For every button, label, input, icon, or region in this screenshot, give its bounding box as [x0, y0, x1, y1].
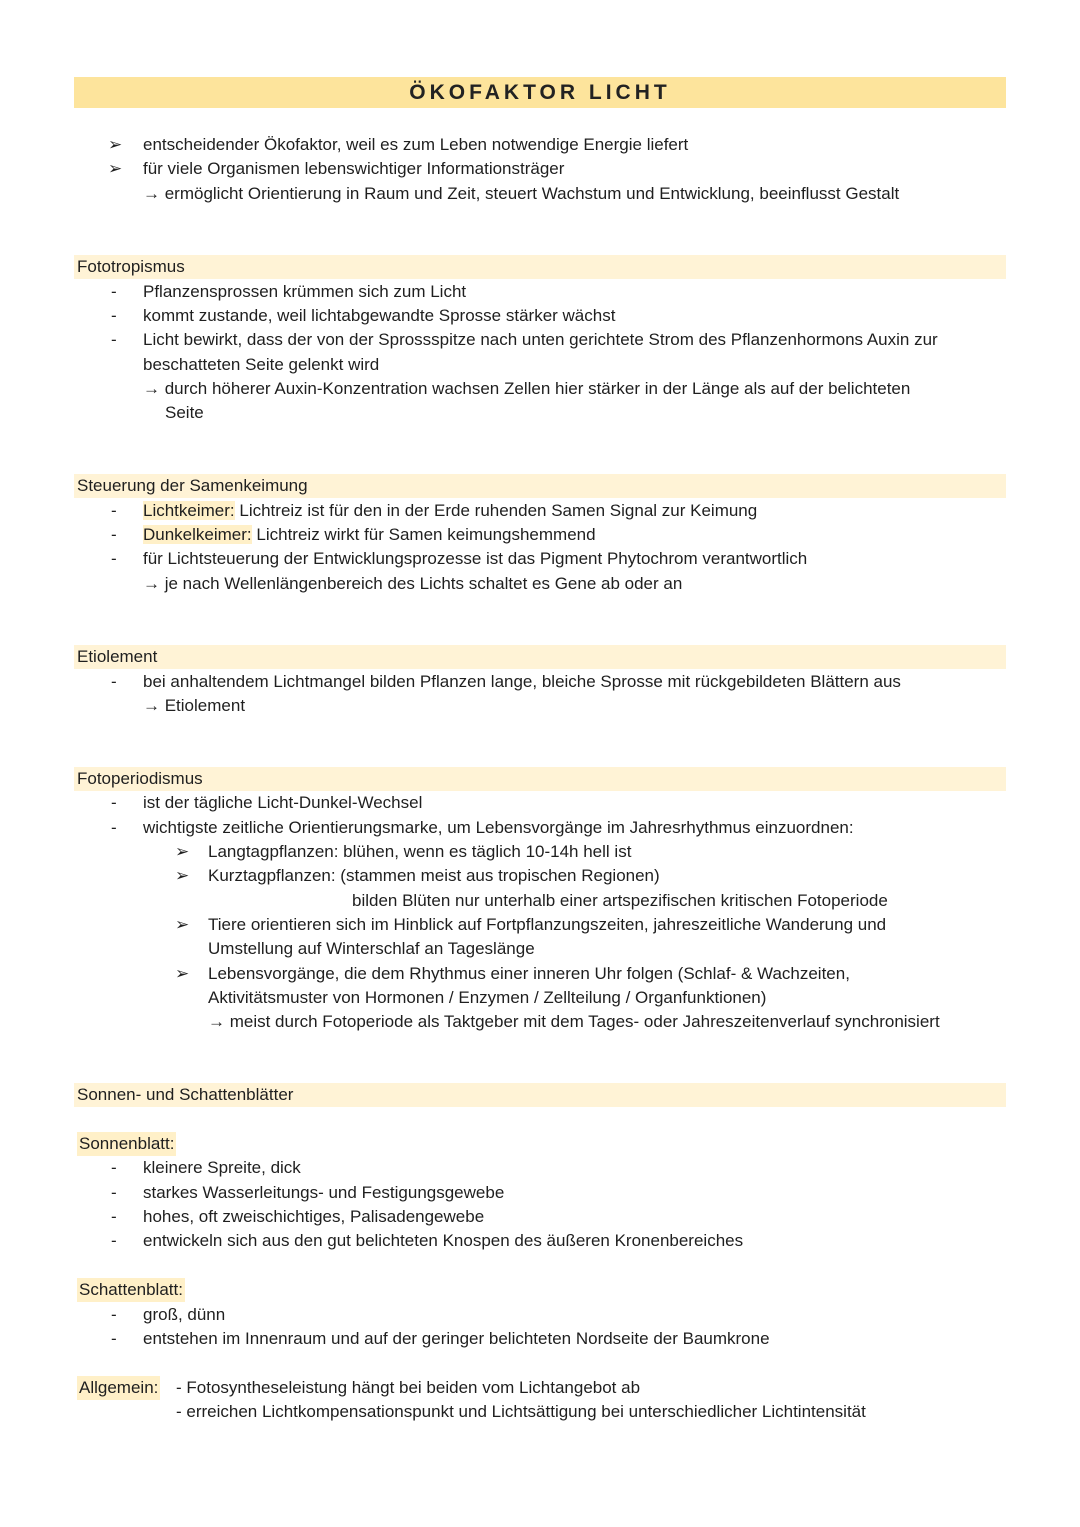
section-bar-etiolement [74, 645, 1006, 669]
section-bar-fotoperiodismus [74, 767, 1006, 791]
heading-fototropismus: Fototropismus [77, 257, 185, 276]
dash-bullet: - [111, 306, 117, 325]
samenkeimung-item-2 [143, 523, 596, 547]
fototropismus-item-2: kommt zustande, weil lichtabgewandte Sprosse stärker wächst [143, 306, 616, 325]
dash-bullet: - [111, 525, 117, 544]
arrowhead-bullet-icon: ➢ [175, 964, 190, 983]
fotoperiodismus-sub-3-line-2: Umstellung auf Winterschlaf an Tageslänge [208, 939, 535, 958]
dash-bullet: - [111, 282, 117, 301]
intro-bullet-1: entscheidender Ökofaktor, weil es zum Leben notwendige Energie liefert [143, 135, 689, 154]
section-bar-fototropismus [74, 255, 1006, 279]
heading-etiolement: Etiolement [77, 647, 158, 666]
fototropismus-item-3-sub-line-2: Seite [165, 403, 204, 422]
sonnenblatt-item-2: starkes Wasserleitungs- und Festigungsgewebe [143, 1183, 505, 1202]
fototropismus-item-3-sub-line-1: → durch höherer Auxin-Konzentration wachsen Zellen hier stärker in der Länge als auf der belichteten [143, 379, 911, 398]
lichtkeimer-text: Lichtreiz ist für den in der Erde ruhenden Samen Signal zur Keimung [239, 501, 758, 520]
fotoperiodismus-item-2: wichtigste zeitliche Orientierungsmarke, um Lebensvorgänge im Jahresrhythmus einzuordnen: [143, 818, 854, 837]
arrowhead-bullet-icon: ➢ [175, 915, 190, 934]
dash-bullet: - [111, 1329, 117, 1348]
samenkeimung-item-1 [143, 499, 757, 523]
dash-bullet: - [111, 1231, 117, 1250]
page-title: ÖKOFAKTOR LICHT [409, 81, 671, 104]
schattenblatt-item-2: entstehen im Innenraum und auf der geringer belichteten Nordseite der Baumkrone [143, 1329, 770, 1348]
arrowhead-bullet-icon: ➢ [175, 842, 190, 861]
dash-bullet: - [111, 672, 117, 691]
schattenblatt-label: Schattenblatt: [77, 1278, 185, 1302]
heading-samenkeimung: Steuerung der Samenkeimung [77, 476, 308, 495]
arrowhead-bullet-icon: ➢ [108, 159, 123, 178]
dash-bullet: - [111, 1207, 117, 1226]
dunkelkeimer-label: Dunkelkeimer: [143, 525, 252, 544]
samenkeimung-item-3-sub: → je nach Wellenlängenbereich des Lichts schaltet es Gene ab oder an [143, 574, 683, 593]
sonnenblatt-label: Sonnenblatt: [77, 1132, 176, 1156]
etiolement-item-1: bei anhaltendem Lichtmangel bilden Pflanzen lange, bleiche Sprosse mit rückgebildeten Blättern aus [143, 672, 901, 691]
fotoperiodismus-item-1: ist der tägliche Licht-Dunkel-Wechsel [143, 793, 423, 812]
intro-bullet-2: für viele Organismen lebenswichtiger Informationsträger [143, 159, 565, 178]
dash-bullet: - [111, 1305, 117, 1324]
dash-bullet: - [111, 1158, 117, 1177]
heading-blaetter: Sonnen- und Schattenblätter [77, 1085, 294, 1104]
fotoperiodismus-sub-1: Langtagpflanzen: blühen, wenn es täglich 10-14h hell ist [208, 842, 632, 861]
sonnenblatt-item-1: kleinere Spreite, dick [143, 1158, 301, 1177]
lichtkeimer-label: Lichtkeimer: [143, 501, 235, 520]
heading-fotoperiodismus: Fotoperiodismus [77, 769, 203, 788]
dash-bullet: - [111, 818, 117, 837]
sonnenblatt-item-3: hohes, oft zweischichtiges, Palisadengewebe [143, 1207, 485, 1226]
intro-bullet-2-sub: → ermöglicht Orientierung in Raum und Zeit, steuert Wachstum und Entwicklung, beeinflusst Gestalt [143, 184, 900, 203]
allgemein-line-1: - Fotosyntheseleistung hängt bei beiden vom Lichtangebot ab [176, 1378, 641, 1397]
etiolement-item-1-sub: → Etiolement [143, 696, 246, 715]
dash-bullet: - [111, 1183, 117, 1202]
sonnenblatt-item-4: entwickeln sich aus den gut belichteten Knospen des äußeren Kronenbereiches [143, 1231, 744, 1250]
fotoperiodismus-sub-2-line-1: Kurztagpflanzen: (stammen meist aus tropischen Regionen) [208, 866, 660, 885]
fotoperiodismus-sub-4-sub: → meist durch Fotoperiode als Taktgeber mit dem Tages- oder Jahreszeitenverlauf synchronisiert [208, 1012, 940, 1031]
fotoperiodismus-sub-4-line-1: Lebensvorgänge, die dem Rhythmus einer inneren Uhr folgen (Schlaf- & Wachzeiten, [208, 964, 850, 983]
fotoperiodismus-sub-4-line-2: Aktivitätsmuster von Hormonen / Enzymen / Zellteilung / Organfunktionen) [208, 988, 767, 1007]
allgemein-label: Allgemein: [77, 1376, 160, 1400]
arrowhead-bullet-icon: ➢ [175, 866, 190, 885]
fototropismus-item-1: Pflanzensprossen krümmen sich zum Licht [143, 282, 467, 301]
fotoperiodismus-sub-2-line-2: bilden Blüten nur unterhalb einer artspezifischen kritischen Fotoperiode [352, 891, 888, 910]
fototropismus-item-3-line-2: beschatteten Seite gelenkt wird [143, 355, 380, 374]
dunkelkeimer-text: Lichtreiz wirkt für Samen keimungshemmend [256, 525, 596, 544]
dash-bullet: - [111, 793, 117, 812]
dash-bullet: - [111, 549, 117, 568]
fototropismus-item-3-line-1: Licht bewirkt, dass der von der Sprossspitze nach unten gerichtete Strom des Pflanzenhormons Auxin zur [143, 330, 938, 349]
allgemein-line-2: - erreichen Lichtkompensationspunkt und Lichtsättigung bei unterschiedlicher Lichtintensität [176, 1402, 866, 1421]
arrowhead-bullet-icon: ➢ [108, 135, 123, 154]
samenkeimung-item-3: für Lichtsteuerung der Entwicklungsprozesse ist das Pigment Phytochrom verantwortlich [143, 549, 808, 568]
fotoperiodismus-sub-3-line-1: Tiere orientieren sich im Hinblick auf Fortpflanzungszeiten, jahreszeitliche Wanderung und [208, 915, 887, 934]
dash-bullet: - [111, 330, 117, 349]
schattenblatt-item-1: groß, dünn [143, 1305, 226, 1324]
dash-bullet: - [111, 501, 117, 520]
